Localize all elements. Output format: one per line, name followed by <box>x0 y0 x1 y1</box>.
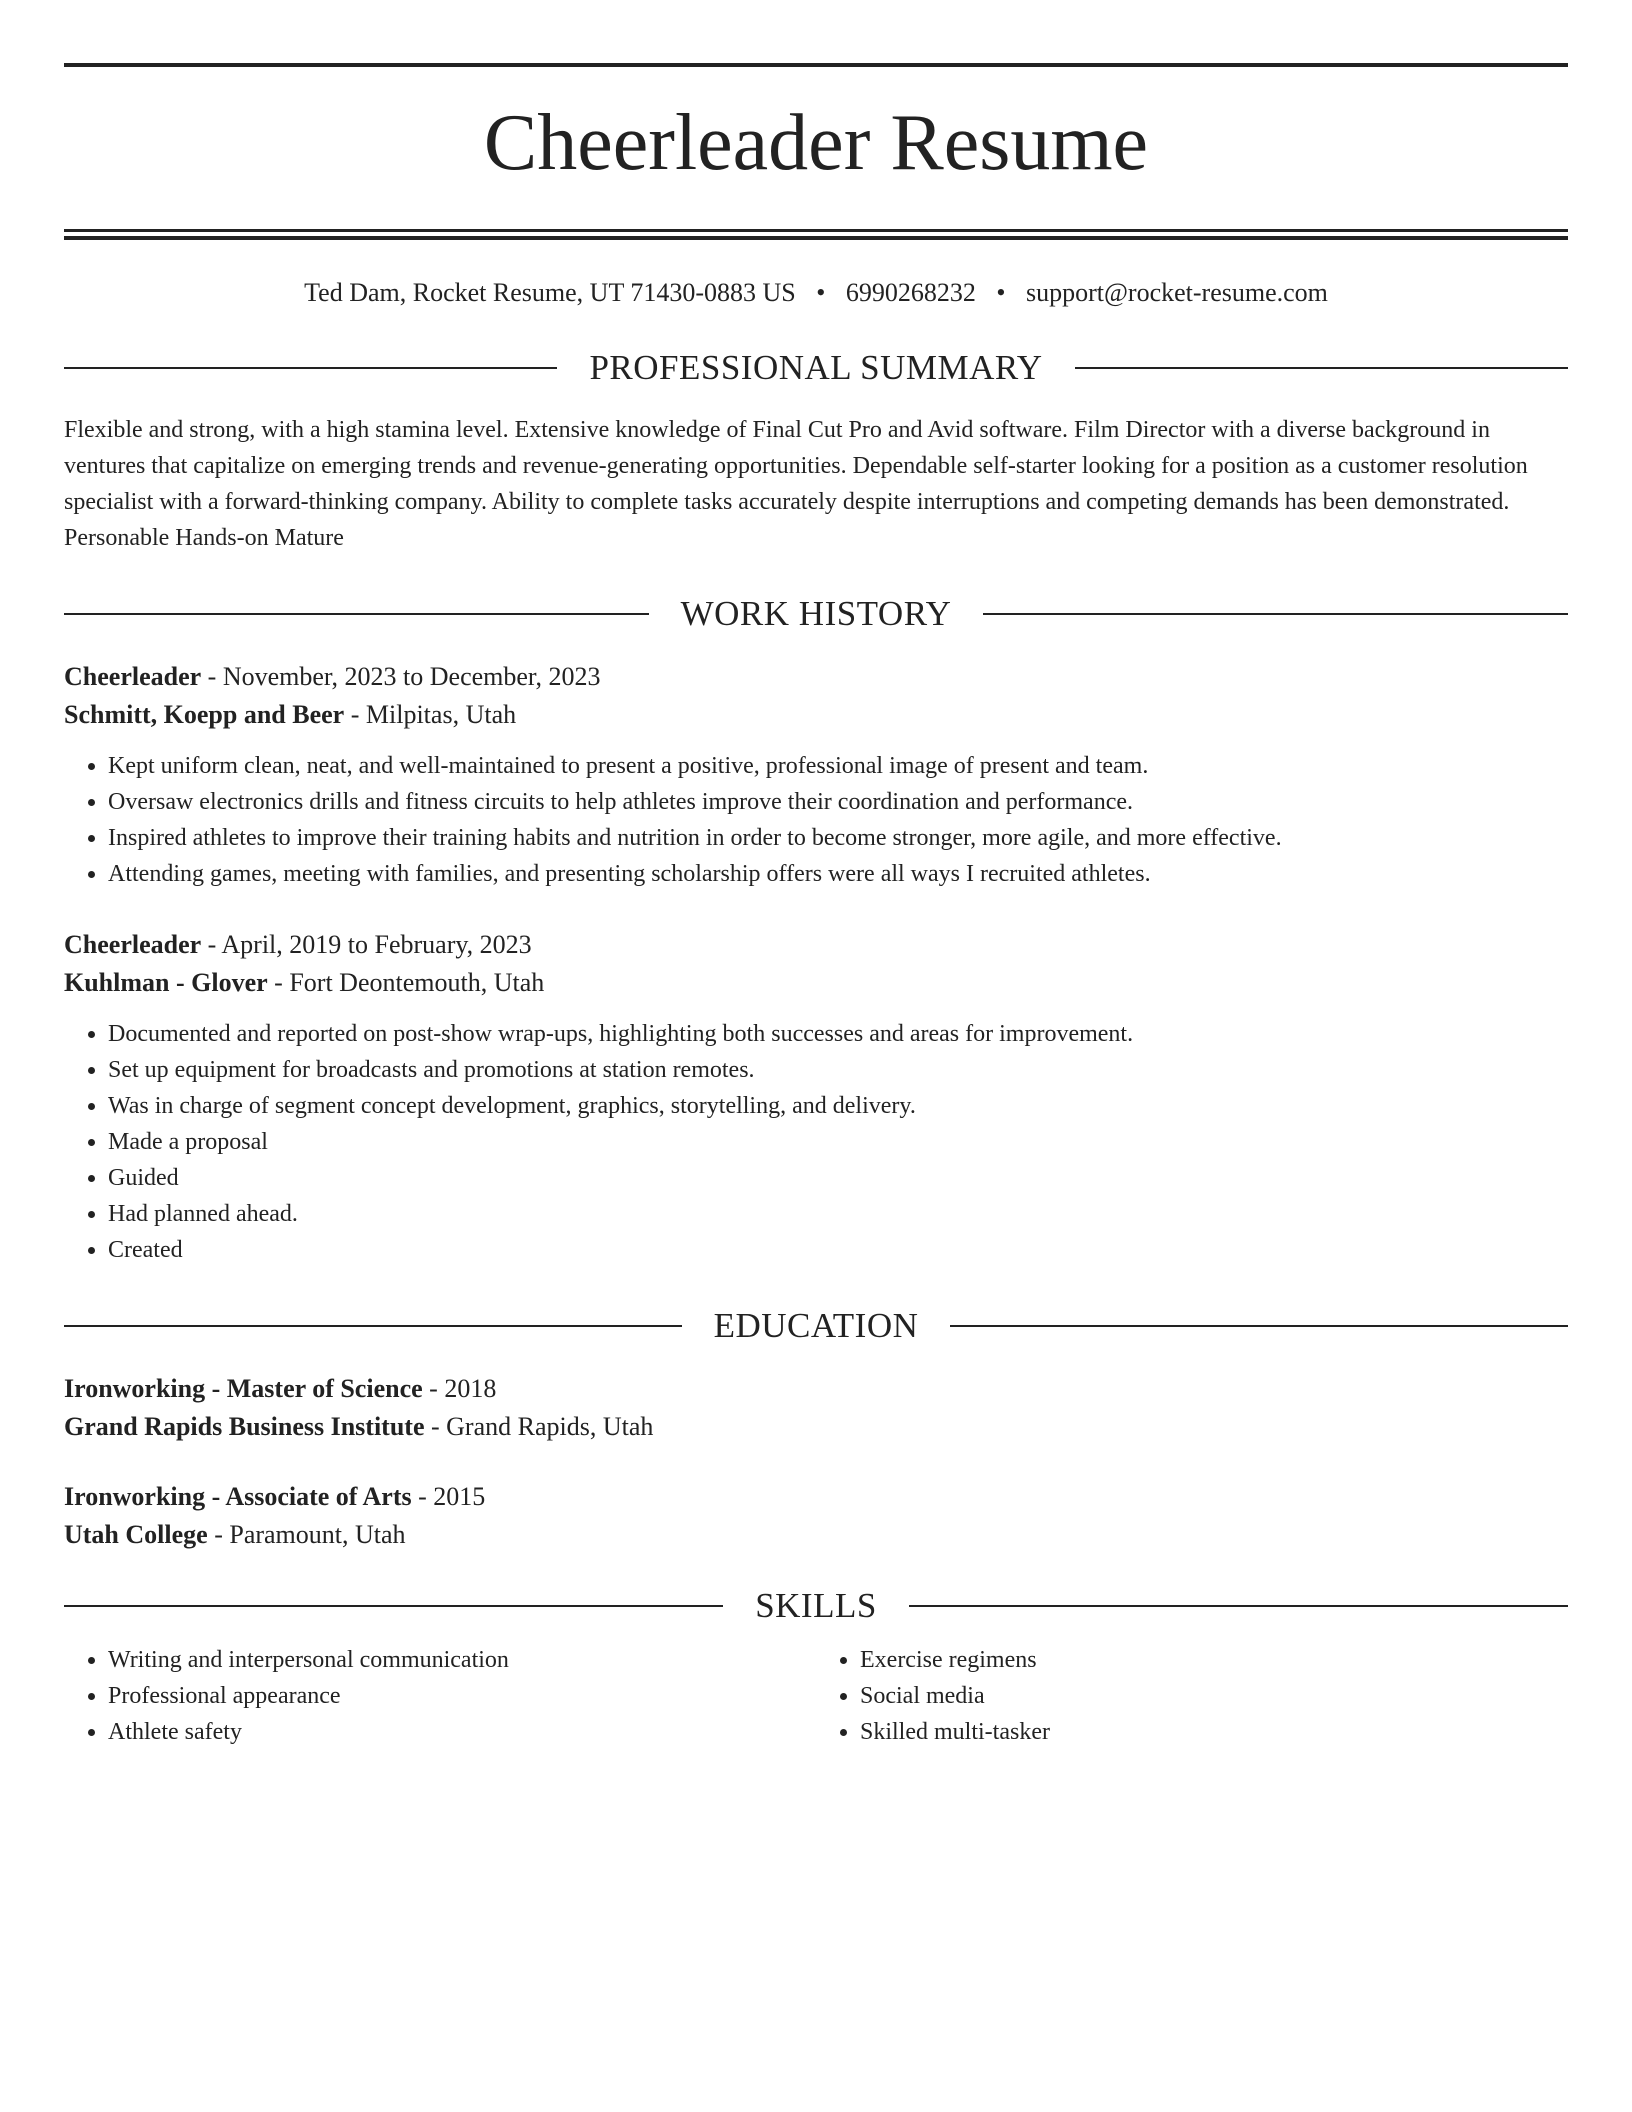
employer-location: - Milpitas, Utah <box>344 700 517 729</box>
heading-rule-right <box>950 1325 1568 1327</box>
skills-column-left <box>64 1642 816 1750</box>
school-name: Utah College <box>64 1520 208 1549</box>
list-item: • Made a proposal <box>108 1124 1568 1160</box>
summary-text: Flexible and strong, with a high stamina level. Extensive knowledge of Final Cut Pro and Avid software. Film Director with a diverse background in ventures that capitalize on emerging trends and revenue-generating opportunities. Dependable self-starter looking for a position as a customer resolution specialist with a forward-thinking company. Ability to complete tasks accurately despite interruptions and competing demands has been demonstrated. Personable Hands-on Mature <box>64 417 1528 551</box>
list-item: • Writing and interpersonal communication <box>108 1642 816 1678</box>
section-title-education: EDUCATION <box>713 1306 919 1345</box>
degree-year: - 2018 <box>422 1374 497 1403</box>
contact-separator: • <box>816 278 826 307</box>
employer-name: Schmitt, Koepp and Beer <box>64 700 345 729</box>
employer-line <box>64 964 1568 1002</box>
list-item: • Set up equipment for broadcasts and promotions at station remotes. <box>108 1052 1568 1088</box>
education-entry <box>64 1478 1568 1554</box>
school-location: - Paramount, Utah <box>207 1520 406 1549</box>
work-entry <box>64 926 1568 1268</box>
school-line <box>64 1408 1568 1446</box>
section-title-summary: PROFESSIONAL SUMMARY <box>589 348 1043 387</box>
school-location: - Grand Rapids, Utah <box>424 1412 654 1441</box>
top-rule <box>64 63 1568 67</box>
contact-separator: • <box>996 278 1006 307</box>
section-heading-summary <box>64 346 1568 390</box>
job-duties-list <box>64 1016 1568 1268</box>
list-item: • Professional appearance <box>108 1678 816 1714</box>
heading-rule-left <box>64 1605 723 1607</box>
skills-column-right <box>816 1642 1568 1750</box>
title-double-rule <box>64 229 1568 240</box>
job-title-line <box>64 926 1568 964</box>
list-item: • Exercise regimens <box>860 1642 1568 1678</box>
degree-year: - 2015 <box>411 1482 486 1511</box>
list-item: • Was in charge of segment concept development, graphics, storytelling, and delivery. <box>108 1088 1568 1124</box>
job-dates: - April, 2019 to February, 2023 <box>201 930 532 959</box>
list-item: • Athlete safety <box>108 1714 816 1750</box>
job-duties-list <box>64 748 1568 892</box>
work-entry <box>64 658 1568 892</box>
section-title-work: WORK HISTORY <box>680 594 952 633</box>
contact-email: support@rocket-resume.com <box>1025 278 1328 307</box>
degree-name: Ironworking - Master of Science <box>64 1374 423 1403</box>
contact-address: Ted Dam, Rocket Resume, UT 71430-0883 US <box>304 278 796 307</box>
list-item: • Inspired athletes to improve their training habits and nutrition in order to become stronger, more agile, and more effective. <box>108 820 1568 856</box>
skills-list <box>64 1642 1568 1750</box>
employer-line <box>64 696 1568 734</box>
list-item: • Skilled multi-tasker <box>860 1714 1568 1750</box>
heading-rule-left <box>64 1325 682 1327</box>
list-item: • Attending games, meeting with families, and presenting scholarship offers were all ways I recruited athletes. <box>108 856 1568 892</box>
job-role: Cheerleader <box>64 930 202 959</box>
job-role: Cheerleader <box>64 662 202 691</box>
employer-name: Kuhlman - Glover <box>64 968 268 997</box>
resume-title: Cheerleader Resume <box>483 99 1149 187</box>
heading-rule-right <box>983 613 1568 615</box>
contact-phone: 6990268232 <box>845 278 976 307</box>
list-item: • Created <box>108 1232 1568 1268</box>
degree-line <box>64 1370 1568 1408</box>
degree-name: Ironworking - Associate of Arts <box>64 1482 412 1511</box>
school-line <box>64 1516 1568 1554</box>
list-item: • Oversaw electronics drills and fitness circuits to help athletes improve their coordination and performance. <box>108 784 1568 820</box>
contact-line <box>64 276 1568 310</box>
job-title-line <box>64 658 1568 696</box>
education-entry <box>64 1370 1568 1446</box>
employer-location: - Fort Deontemouth, Utah <box>267 968 545 997</box>
section-heading-work <box>64 592 1568 636</box>
school-name: Grand Rapids Business Institute <box>64 1412 425 1441</box>
heading-rule-left <box>64 367 557 369</box>
list-item: • Guided <box>108 1160 1568 1196</box>
section-title-skills: SKILLS <box>755 1586 877 1625</box>
section-heading-skills <box>64 1584 1568 1628</box>
list-item: • Kept uniform clean, neat, and well-maintained to present a positive, professional image of present and team. <box>108 748 1568 784</box>
list-item: • Had planned ahead. <box>108 1196 1568 1232</box>
section-heading-education <box>64 1304 1568 1348</box>
heading-rule-left <box>64 613 649 615</box>
degree-line <box>64 1478 1568 1516</box>
heading-rule-right <box>1075 367 1568 369</box>
heading-rule-right <box>909 1605 1568 1607</box>
job-dates: - November, 2023 to December, 2023 <box>201 662 601 691</box>
list-item: • Documented and reported on post-show wrap-ups, highlighting both successes and areas for improvement. <box>108 1016 1568 1052</box>
list-item: • Social media <box>860 1678 1568 1714</box>
